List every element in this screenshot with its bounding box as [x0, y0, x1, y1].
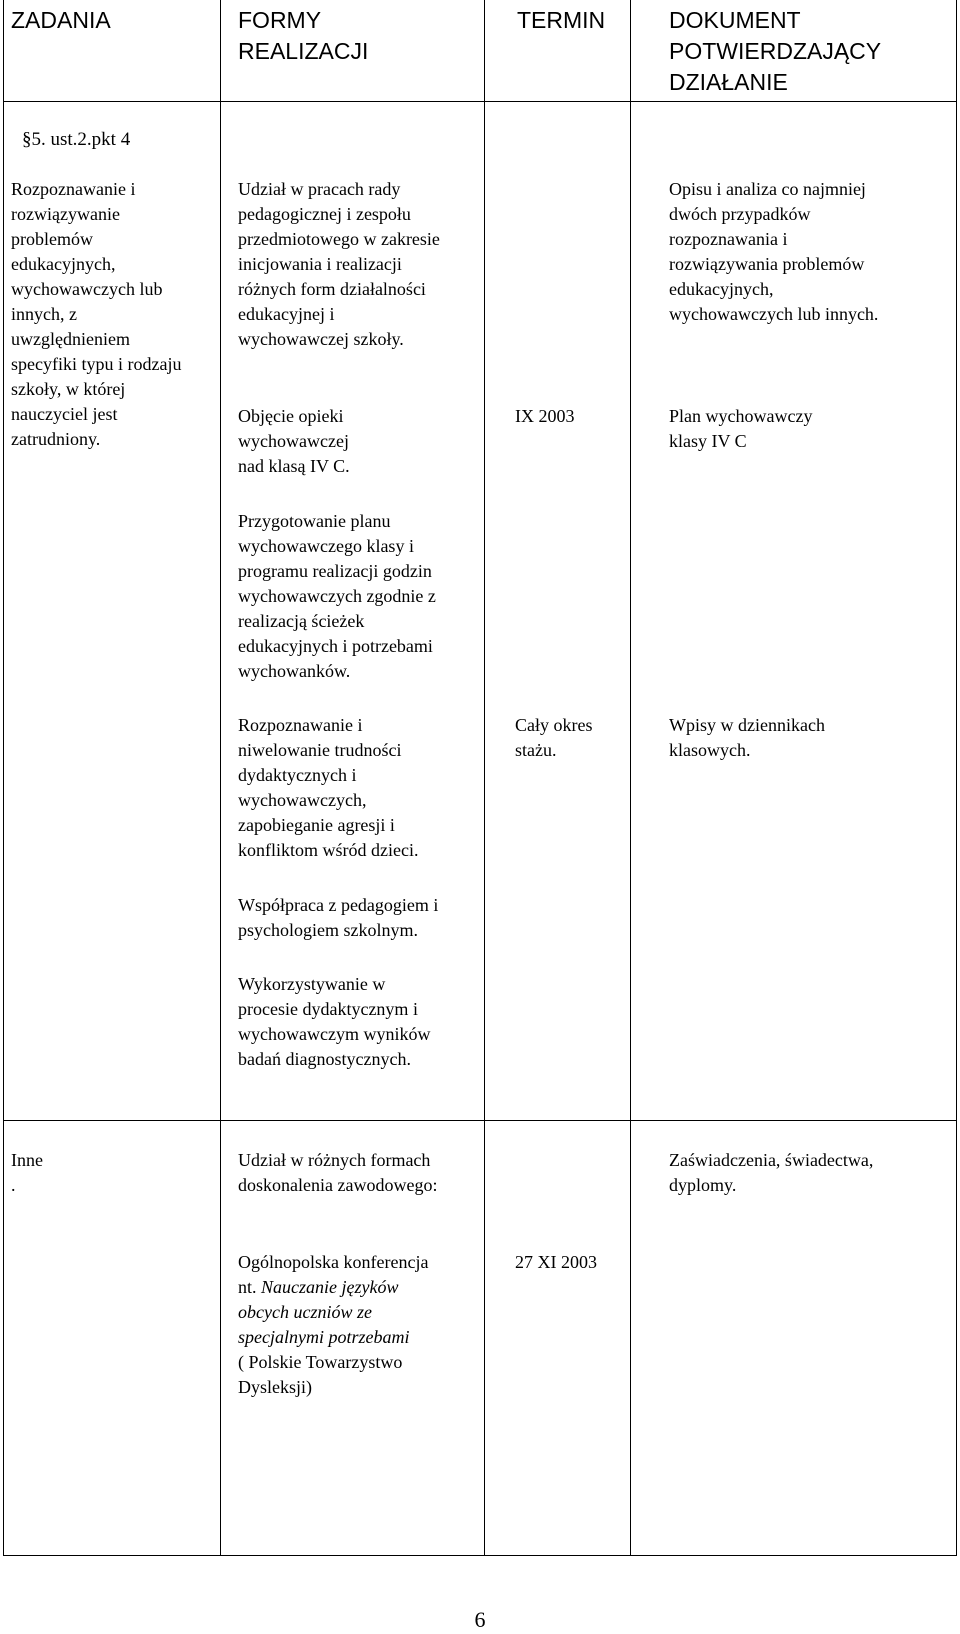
- column-divider-3: [630, 0, 631, 1556]
- term-caly-okres: Cały okres stażu.: [515, 715, 593, 760]
- header-zadania: ZADANIA: [11, 7, 111, 33]
- form-doskonalenie-zawodowe: Udział w różnych formach doskonalenia zawodowego:: [238, 1150, 438, 1195]
- table-border-left: [3, 0, 4, 1556]
- doc-opis-analiza: Opisu i analiza co najmniej dwóch przypadków rozpoznawania i rozwiązywania problemów edukacyjnych, wychowawczych lub innych.: [669, 179, 879, 324]
- header-formy-realizacji: FORMY REALIZACJI: [238, 7, 369, 64]
- table-border-right: [956, 0, 957, 1556]
- term-27-xi-2003: 27 XI 2003: [515, 1252, 597, 1272]
- table-border-bottom: [3, 1555, 957, 1556]
- doc-plan-wychowawczy: Plan wychowawczy klasy IV C: [669, 406, 813, 451]
- form-rozpoznawanie-trudnosci: Rozpoznawanie i niwelowanie trudności dydaktycznych i wychowawczych, zapobieganie agresji i konfliktom wśród dzieci.: [238, 715, 419, 860]
- konferencja-text: Ogólnopolska konferencja nt.: [238, 1252, 429, 1297]
- form-plan-wychowawczy: Przygotowanie planu wychowawczego klasy i programu realizacji godzin wychowawczych zgodnie z realizacją ścieżek edukacyjnych i potrzebami wychowanków.: [238, 511, 436, 681]
- form-konferencja: [238, 1250, 428, 1400]
- header-row-divider: [3, 101, 957, 102]
- paragraph-reference: §5. ust.2.pkt 4: [22, 129, 131, 150]
- form-wspolpraca-pedagog: Współpraca z pedagogiem i psychologiem szkolnym.: [238, 895, 439, 940]
- column-divider-2: [484, 0, 485, 1556]
- konferencja-organizer: ( Polskie Towarzystwo Dysleksji): [238, 1352, 403, 1397]
- task-description: Rozpoznawanie i rozwiązywanie problemów edukacyjnych, wychowawczych lub innych, z uwzględnieniem specyfiki typu i rodzaju szkoły, w której nauczyciel jest zatrudniony.: [11, 179, 182, 449]
- term-ix-2003: IX 2003: [515, 406, 575, 426]
- section-divider: [3, 1120, 957, 1121]
- form-badania-diagnostyczne: Wykorzystywanie w procesie dydaktycznym i wychowawczym wyników badań diagnostycznych.: [238, 974, 431, 1069]
- header-dokument: DOKUMENT POTWIERDZAJĄCY DZIAŁANIE: [669, 7, 882, 95]
- page-number: 6: [474, 1607, 486, 1632]
- doc-wpisy-dziennik: Wpisy w dziennikach klasowych.: [669, 715, 825, 760]
- form-rada-pedagogiczna: Udział w pracach rady pedagogicznej i zespołu przedmiotowego w zakresie inicjowania i realizacji różnych form działalności edukacyjnej i wychowawczej szkoły.: [238, 179, 440, 349]
- column-divider-1: [220, 0, 221, 1556]
- header-termin: TERMIN: [517, 7, 606, 33]
- doc-zaswiadczenia: Zaświadczenia, świadectwa, dyplomy.: [669, 1150, 874, 1195]
- konferencja-title: Nauczanie języków obcych uczniów ze specjalnymi potrzebami: [238, 1277, 410, 1347]
- form-opieka-wychowawcza: Objęcie opieki wychowawczej nad klasą IV C.: [238, 406, 350, 476]
- task-inne: Inne .: [11, 1150, 43, 1195]
